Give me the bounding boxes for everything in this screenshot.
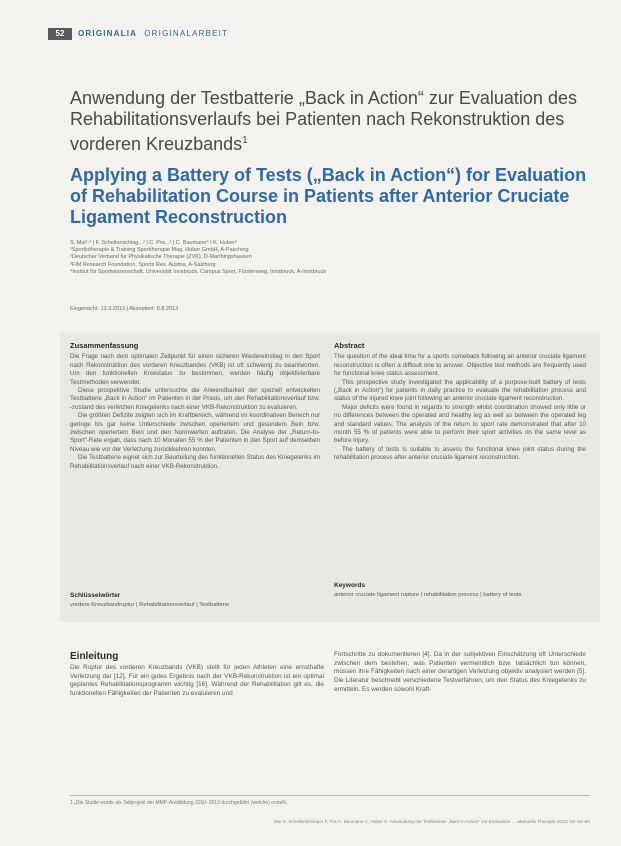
- zusammenfassung-paragraph: Die Frage nach dem optimalen Zeitpunkt für einen sicheren Wiedereinstieg in den Sport nach Rekonstruktion des vorderen Kreuzbandes (VKB) ist oft schwierig zu beantworten. Um den funktionellen Kniestatus zu bestimmen, werden häufig objektivierbare Testmethoden verwendet.: [70, 353, 320, 386]
- title-english: Applying a Battery of Tests („Back in Action“) for Evaluation of Rehabilitation Course in Patients after Anterior Cruciate Ligament Reconstruction: [70, 165, 587, 227]
- abstract-column: [334, 342, 586, 463]
- abstract-paragraph: This prospective study investigated the applicability of a purpose-built battery of tests („Back in Action“) for patients in daily practice to evaluate the rehabilitation process and status of the injured knee joint following an anterior cruciate ligament reconstruction.: [334, 378, 586, 403]
- keywords-german-heading: Schlüsselwörter: [70, 592, 121, 599]
- zusammenfassung-heading: Zusammenfassung: [70, 341, 139, 350]
- title-german: [70, 88, 590, 155]
- abstract-heading: Abstract: [334, 341, 365, 350]
- affiliation: ¹Sportlotherapie & Training Sporttherapie Mag. Huber GmbH, A-Pasching: [70, 247, 249, 254]
- section-label: [78, 29, 228, 38]
- body-column-left: [70, 664, 324, 699]
- abstract-paragraph: The question of the ideal time for a sports comeback following an anterior cruciate ligament reconstruction is often a difficult one to answer. Objective test methods are frequently used for functional knee status assessment.: [334, 353, 586, 378]
- title-footnote-marker: 1: [242, 135, 248, 146]
- affiliation: ⁴Institut für Sportwissenschaft, Universität Innsbruck, Campus Sport, Fürstenweg, Innsbruck, A-Innsbruck: [70, 268, 327, 275]
- zusammenfassung-column: [70, 342, 320, 471]
- section-subname: ORIGINALARBEIT: [144, 29, 229, 38]
- abstract-paragraph: Major deficits were found in regards to strength whilst coordination showed only little or no differences between the operated and healthy leg as well as between the operated leg and standard values. The analysis of the return to sport rate demonstrated that after 10 month 55 % of patients were able to perform their sport activities on the same level as before injury.: [334, 403, 586, 445]
- zusammenfassung-paragraph: Die Testbatterie eignet sich zur Beurteilung des funktionellen Status des Kniegelenks im Rehabilitationsverlauf nach einer VKB-Rekonstruktion.: [70, 454, 320, 470]
- keywords-english-list: anterior cruciate ligament rupture | rehabilitation process | battery of tests: [334, 592, 522, 598]
- submission-dates: Eingereicht: 13.3.2013 | Akzeptiert: 8.8.2013: [70, 306, 179, 312]
- author-block: [70, 240, 590, 276]
- page-number: 52: [48, 28, 72, 40]
- zusammenfassung-paragraph: Die größten Defizite zeigten sich im Kraftbereich, während im koordinativen Bereich nur geringe bis gar keine Unterschiede zwischen operiertem und gesundem Bein bzw. zwischen operiertem Bein und den Normwerten auftraten. Die Analyse der „Return-to-Sport“-Rate ergab, dass nach 10 Monaten 55 % der Patienten in den Sport auf demselben Niveau wie vor der Verletzung zurückkehren konnten.: [70, 412, 320, 453]
- body-paragraph: Fortschritte zu dokumentieren [4]. Da in der subjektiven Einschätzung oft Unterschiede zwischen dem bestehen, was Patienten vermeintlich bzw. tatsächlich tun können, müssen ihre Fähigkeiten nach einer derartigen Verletzung objektiv analysiert werden [5]. Die Literatur beschreibt verschiedene Testverfahren, um den Status des Kniegelenks zu ermitteln. Es werden sowohl Kraft-: [334, 651, 586, 693]
- keywords-german: [70, 592, 320, 609]
- author-list: S. Mai¹·³ | F. Schellenschlag...² | C. Pra...³ | C. Baumann⁴ | K. Huber²: [70, 240, 237, 246]
- affiliation: ²Deutscher Verband für Physikalische Therapie (ZVK), D-Marthingshausen: [70, 254, 252, 261]
- abstract-paragraph: The battery of tests is suitable to assess the functional knee joint status during the rehabilitation process after anterior cruciate ligament reconstruction.: [334, 445, 586, 462]
- section-name: ORIGINALIA: [78, 29, 137, 38]
- title-german-text: Anwendung der Testbatterie „Back in Action“ zur Evaluation des Rehabilitationsverlaufs bei Patienten nach Rekonstruktion des vorderen Kreuzbands: [70, 88, 577, 154]
- keywords-german-list: vordere Kreuzbandruptur | Rehabilitationsverlauf | Testbatterie: [70, 602, 230, 608]
- keywords-english: [334, 582, 586, 599]
- zusammenfassung-paragraph: Diese prospektive Studie untersuchte die Anwendbarkeit der speziell entwickelten Testbatterie „Back in Action“ im Patienten in der Praxis, um den Rehabilitationsverlauf bzw. -zustand des verletzten Kniegelenks nach einer VKB-Rekonstruktion zu evaluieren.: [70, 387, 320, 411]
- footnote: 1 „Die Studie wurde als Teilprojekt der MMP-Ausbildung 2010–2013 durchgeführt (welche) erstellt.: [70, 795, 590, 806]
- affiliation: ³FIM Research Foundation, Sports Res. Austria, A-Salzburg: [70, 261, 216, 268]
- keywords-english-heading: Keywords: [334, 582, 366, 589]
- einleitung-heading: Einleitung: [70, 651, 119, 662]
- body-paragraph: Die Ruptur des vorderen Kreuzbands (VKB) stellt für jeden Athleten eine ernsthafte Verletzung dar [12]. Für ein gutes Ergebnis nach der VKB-Rekonstruktion ist ein optimal geplantes Rehabilitationsprogramm wichtig [16]. Während der Rehabilitation gilt es, die funktionellen Fähigkeiten der Patienten zu evaluieren und: [70, 664, 324, 698]
- body-column-right: [334, 651, 586, 695]
- running-footer: Mai S, Schellenschlager F, Pra C, Baumann C, Huber K. Anwendung der Testbatterie „Back in Action“ zur Evaluation … Manuelle Therapie 2014; 18: 52–60: [274, 819, 590, 824]
